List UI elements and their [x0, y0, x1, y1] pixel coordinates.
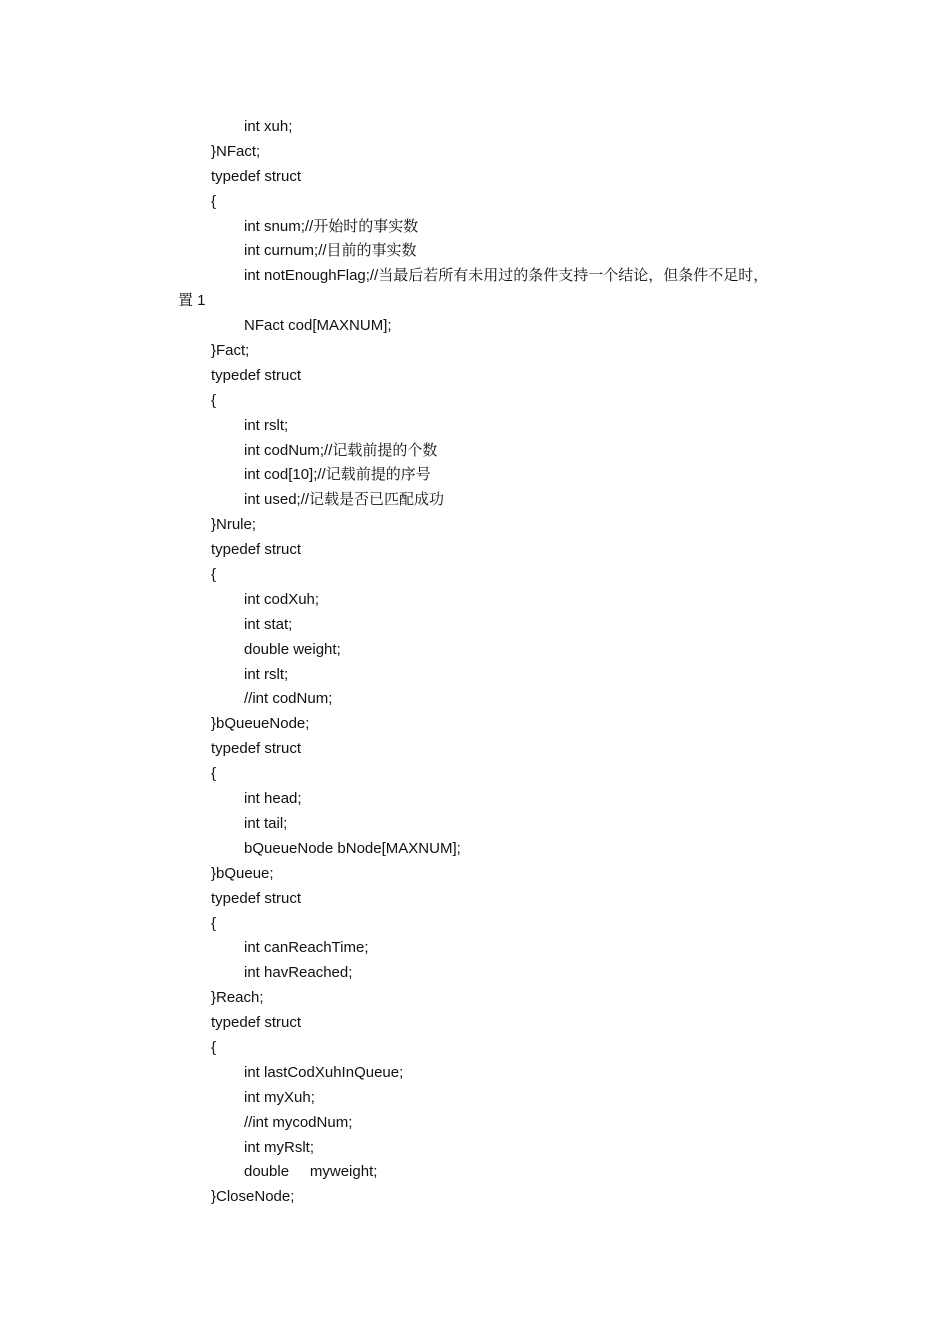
code-line: int havReached;	[244, 964, 353, 982]
code-line: int xuh;	[244, 118, 293, 135]
code-line: }Reach;	[211, 989, 264, 1007]
code-line: {	[211, 1038, 217, 1056]
code-line: 置 1	[178, 292, 206, 310]
code-line: }NFact;	[211, 142, 261, 160]
code-line: int myRslt;	[244, 1138, 315, 1156]
code-line: typedef struct	[211, 366, 302, 384]
code-line: int stat;	[244, 615, 293, 633]
code-line: {	[211, 391, 217, 409]
code-line: }Fact;	[211, 342, 250, 360]
code-line: {	[211, 914, 217, 932]
code-line: double myweight;	[244, 1163, 378, 1181]
code-line: int tail;	[244, 814, 288, 832]
code-line: typedef struct	[211, 541, 302, 559]
code-line: {	[211, 765, 217, 783]
code-listing	[178, 115, 878, 1210]
code-line: }bQueue;	[211, 864, 274, 882]
code-line: bQueueNode bNode[MAXNUM];	[244, 839, 461, 857]
code-line: int snum;//开始时的事实数	[244, 217, 419, 235]
code-line: typedef struct	[211, 740, 302, 758]
code-line: }bQueueNode;	[211, 715, 310, 733]
code-line: }CloseNode;	[211, 1188, 295, 1206]
code-line: int used;//记载是否已匹配成功	[244, 491, 445, 509]
code-line: double weight;	[244, 640, 341, 658]
code-line: int rslt;	[244, 665, 289, 683]
code-line: //int mycodNum;	[244, 1113, 353, 1131]
code-line: int cod[10];//记载前提的序号	[244, 466, 431, 484]
code-line: typedef struct	[211, 889, 302, 907]
code-line: int codNum;//记载前提的个数	[244, 441, 438, 459]
code-line: int canReachTime;	[244, 939, 369, 957]
code-line: typedef struct	[211, 1014, 302, 1032]
code-line: }Nrule;	[211, 516, 257, 534]
code-line: int lastCodXuhInQueue;	[244, 1063, 404, 1081]
code-line: //int codNum;	[244, 690, 333, 708]
code-line: int codXuh;	[244, 590, 320, 608]
code-line: int myXuh;	[244, 1088, 315, 1106]
code-line: int curnum;//目前的事实数	[244, 242, 417, 260]
code-line: int notEnoughFlag;//当最后若所有未用过的条件支持一个结论，但条件不足时，	[244, 267, 769, 285]
code-line: int head;	[244, 790, 302, 808]
code-line: {	[211, 192, 217, 210]
code-line: int rslt;	[244, 416, 289, 434]
code-line: typedef struct	[211, 167, 302, 185]
code-line: NFact cod[MAXNUM];	[244, 317, 392, 335]
code-line: {	[211, 566, 217, 584]
